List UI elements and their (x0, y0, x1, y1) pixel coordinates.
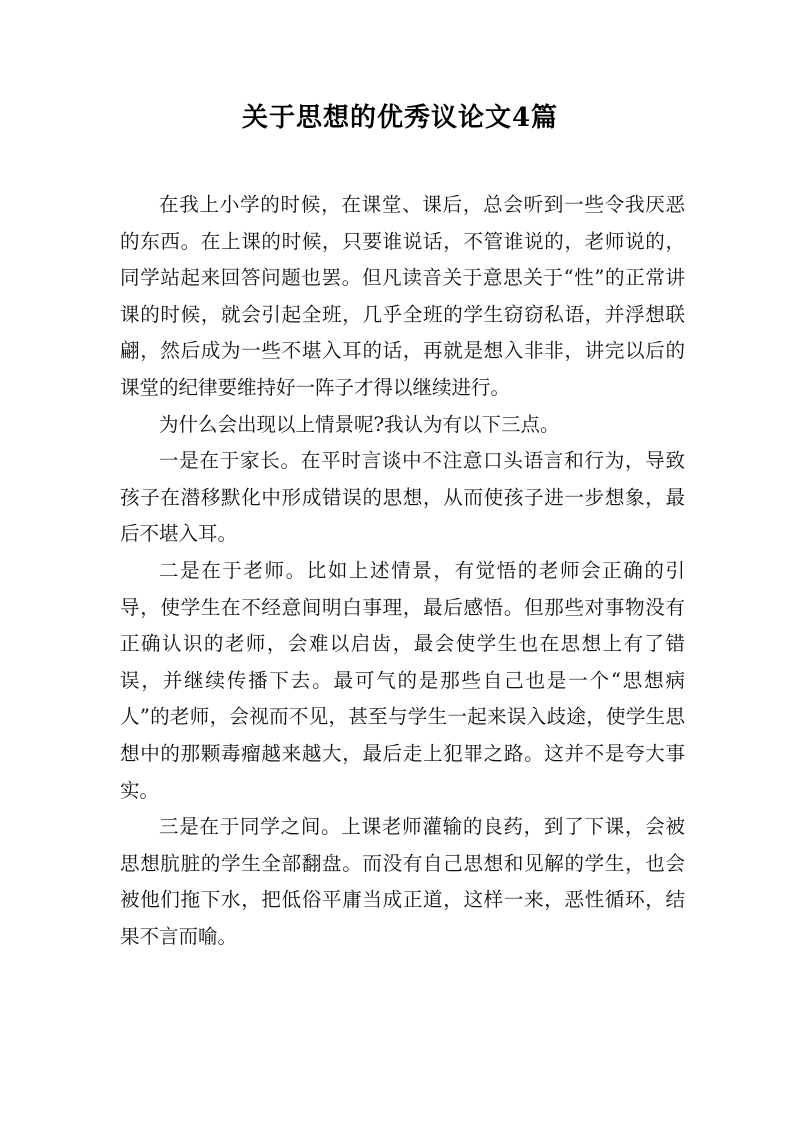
paragraph-4: 二是在于老师。比如上述情景，有觉悟的老师会正确的引导，使学生在不经意间明白事理，最后感悟。但那些对事物没有正确认识的老师，会难以启齿，最会使学生也在思想上有了错误，并继续传播下去。最可气的是那些自己也是一个“思想病人”的老师，会视而不见，甚至与学生一起来误入歧途，使学生思想中的那颗毒瘤越来越大，最后走上犯罪之路。这并不是夸大事实。 (120, 558, 685, 802)
paragraph-5: 三是在于同学之间。上课老师灌输的良药，到了下课，会被思想肮脏的学生全部翻盘。而没有自己思想和见解的学生，也会被他们拖下水，把低俗平庸当成正道，这样一来，恶性循环，结果不言而喻。 (120, 815, 685, 948)
paragraph-1: 在我上小学的时候，在课堂、课后，总会听到一些令我厌恶的东西。在上课的时候，只要谁说话，不管谁说的，老师说的，同学站起来回答问题也罢。但凡读音关于意思关于“性”的正常讲课的时候，就会引起全班，几乎全班的学生窃窃私语，并浮想联翩，然后成为一些不堪入耳的话，再就是想入非非，讲完以后的课堂的纪律要维持好一阵子才得以继续进行。 (120, 193, 685, 399)
document-title: 关于思想的优秀议论文4篇 (241, 103, 559, 133)
paragraph-2: 为什么会出现以上情景呢?我认为有以下三点。 (159, 412, 560, 436)
paragraph-3: 一是在于家长。在平时言谈中不注意口头语言和行为，导致孩子在潜移默化中形成错误的思想，从而使孩子进一步想象，最后不堪入耳。 (120, 449, 685, 546)
document-body (120, 187, 685, 955)
